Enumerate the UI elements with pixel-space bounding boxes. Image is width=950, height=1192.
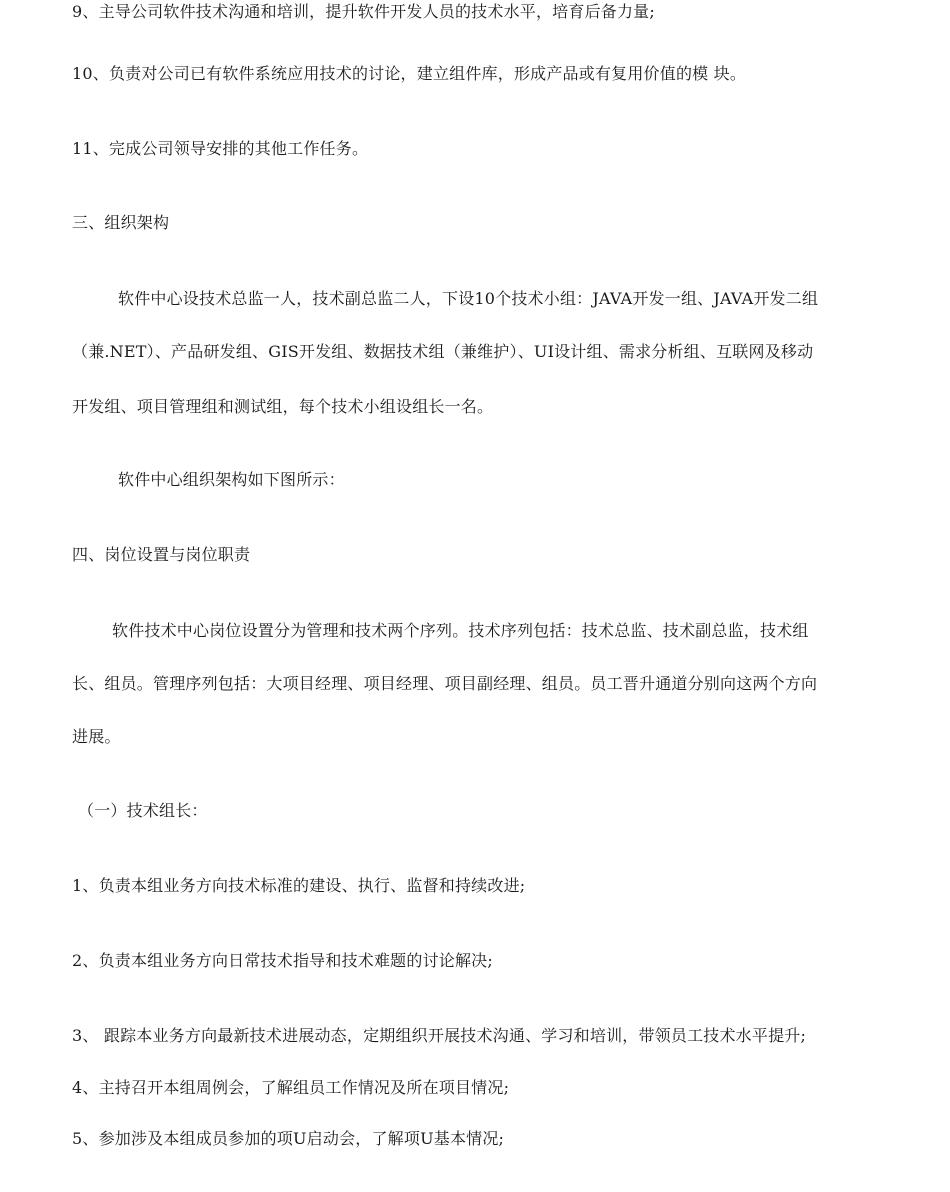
- section-heading-positions: 四、岗位设置与岗位职责: [72, 545, 251, 564]
- positions-paragraph-line-3: 进展。: [72, 727, 121, 746]
- section-heading-org-structure: 三、组织架构: [72, 213, 170, 232]
- team-lead-duty-5: 5、参加涉及本组成员参加的项U启动会，了解项U基本情况;: [72, 1129, 505, 1148]
- team-lead-duty-2: 2、负责本组业务方向日常技术指导和技术难题的讨论解决;: [72, 951, 493, 970]
- org-paragraph-line-1: 软件中心设技术总监一人，技术副总监二人，下设10个技术小组：JAVA开发一组、JAVA开发二组: [118, 289, 819, 308]
- positions-paragraph-line-1: 软件技术中心岗位设置分为管理和技术两个序列。技术序列包括：技术总监、技术副总监，技术组: [112, 621, 809, 640]
- org-chart-intro: 软件中心组织架构如下图所示：: [118, 470, 345, 489]
- team-lead-duty-3: 3、 跟踪本业务方向最新技术进展动态，定期组织开展技术沟通、学习和培训，带领员工技术水平提升;: [72, 1026, 807, 1045]
- positions-paragraph-line-2: 长、组员。管理序列包括：大项目经理、项目经理、项目副经理、组员。员工晋升通道分别向这两个方向: [72, 674, 818, 693]
- org-paragraph-line-2: （兼.NET）、产品研发组、GIS开发组、数据技术组（兼维护）、UI设计组、需求分析组、互联网及移动: [72, 342, 814, 361]
- duty-item-10: 10、负责对公司已有软件系统应用技术的讨论，建立组件库，形成产品或有复用价值的模 块。: [72, 64, 747, 83]
- team-lead-duty-1: 1、负责本组业务方向技术标准的建设、执行、监督和持续改进;: [72, 876, 526, 895]
- subsection-heading-team-lead: （一）技术组长：: [78, 801, 208, 820]
- org-paragraph-line-3: 开发组、项目管理组和测试组，每个技术小组设组长一名。: [72, 397, 494, 416]
- team-lead-duty-4: 4、主持召开本组周例会，了解组员工作情况及所在项目情况;: [72, 1078, 510, 1097]
- duty-item-9: 9、主导公司软件技术沟通和培训，提升软件开发人员的技术水平，培育后备力量;: [72, 2, 655, 21]
- duty-item-11: 11、完成公司领导安排的其他工作任务。: [72, 139, 369, 158]
